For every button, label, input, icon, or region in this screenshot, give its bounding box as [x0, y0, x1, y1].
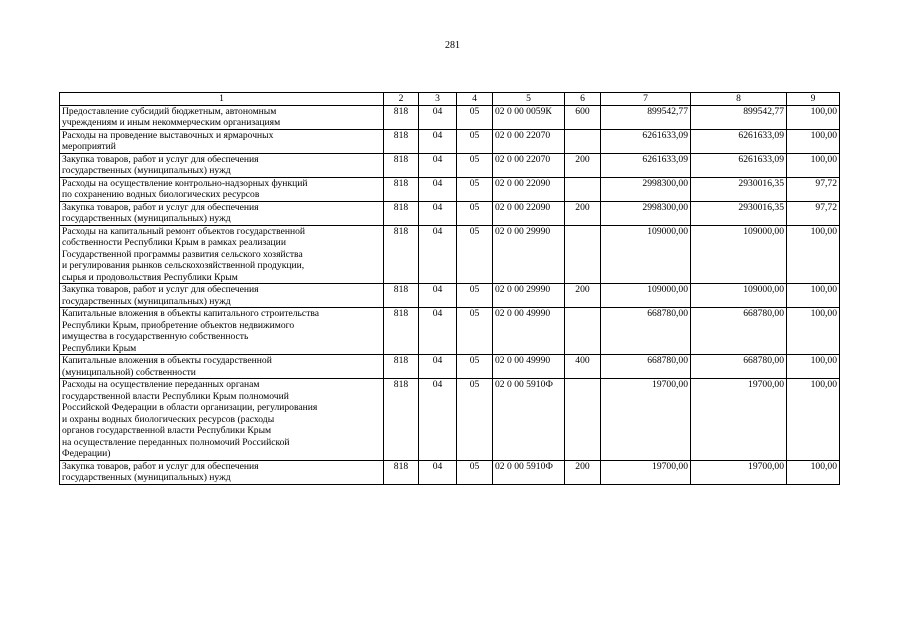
- cell-c6: [565, 308, 601, 355]
- description-line: по сохранению водных биологических ресурсов: [62, 189, 260, 200]
- cell-c6: 400: [565, 355, 601, 379]
- cell-c7: 899542,77: [601, 105, 691, 129]
- row-description: [60, 225, 384, 284]
- cell-c7: 6261633,09: [601, 129, 691, 153]
- cell-c3: 04: [419, 225, 457, 284]
- cell-c8: 668780,00: [691, 308, 787, 355]
- cell-c9: 100,00: [787, 225, 840, 284]
- column-header-3: 3: [419, 93, 457, 106]
- cell-c4: 05: [457, 105, 493, 129]
- column-header-2: 2: [384, 93, 419, 106]
- cell-c8: 6261633,09: [691, 153, 787, 177]
- cell-c2: 818: [384, 129, 419, 153]
- description-line: учреждениям и иным некоммерческим организациям: [62, 117, 281, 128]
- description-line: Предоставление субсидий бюджетным, автономным: [62, 105, 277, 117]
- cell-c7: 668780,00: [601, 308, 691, 355]
- cell-c7: 19700,00: [601, 379, 691, 461]
- cell-c9: 100,00: [787, 460, 840, 484]
- table-row: [60, 284, 840, 308]
- cell-c2: 818: [384, 284, 419, 308]
- cell-c4: 05: [457, 355, 493, 379]
- cell-c9: 100,00: [787, 105, 840, 129]
- cell-c9: 100,00: [787, 379, 840, 461]
- cell-c4: 05: [457, 460, 493, 484]
- cell-c3: 04: [419, 153, 457, 177]
- cell-c5: 02 0 00 22090: [493, 177, 565, 201]
- cell-c4: 05: [457, 308, 493, 355]
- cell-c9: 97,72: [787, 201, 840, 225]
- cell-c6: 200: [565, 460, 601, 484]
- description-line: Республики Крым: [62, 342, 137, 354]
- table-row: [60, 225, 840, 284]
- cell-c3: 04: [419, 105, 457, 129]
- row-description: [60, 308, 384, 355]
- description-line: Закупка товаров, работ и услуг для обеспечения: [62, 153, 259, 165]
- cell-c9: 100,00: [787, 153, 840, 177]
- cell-c5: 02 0 00 29990: [493, 225, 565, 284]
- budget-table: [59, 92, 840, 485]
- cell-c4: 05: [457, 153, 493, 177]
- header-row: [60, 93, 840, 106]
- description-line: Российской Федерации в области организации, регулирования: [62, 402, 318, 413]
- table-row: [60, 460, 840, 484]
- row-description: [60, 105, 384, 129]
- row-description: [60, 177, 384, 201]
- cell-c6: 200: [565, 284, 601, 308]
- table-row: [60, 129, 840, 153]
- cell-c8: 109000,00: [691, 225, 787, 284]
- cell-c5: 02 0 00 5910Ф: [493, 379, 565, 461]
- cell-c6: 200: [565, 201, 601, 225]
- description-line: мероприятий: [62, 141, 116, 152]
- cell-c3: 04: [419, 284, 457, 308]
- cell-c4: 05: [457, 379, 493, 461]
- cell-c8: 19700,00: [691, 460, 787, 484]
- cell-c9: 100,00: [787, 129, 840, 153]
- cell-c9: 97,72: [787, 177, 840, 201]
- row-description: [60, 355, 384, 379]
- cell-c6: 200: [565, 153, 601, 177]
- cell-c7: 6261633,09: [601, 153, 691, 177]
- table-row: [60, 379, 840, 461]
- cell-c2: 818: [384, 153, 419, 177]
- table-row: [60, 201, 840, 225]
- description-line: Закупка товаров, работ и услуг для обеспечения: [62, 284, 259, 295]
- cell-c9: 100,00: [787, 284, 840, 308]
- cell-c9: 100,00: [787, 308, 840, 355]
- row-description: [60, 201, 384, 225]
- cell-c9: 100,00: [787, 355, 840, 379]
- cell-c5: 02 0 00 22070: [493, 153, 565, 177]
- cell-c4: 05: [457, 177, 493, 201]
- description-line: государственных (муниципальных) нужд: [62, 165, 231, 176]
- table-row: [60, 308, 840, 355]
- cell-c7: 668780,00: [601, 355, 691, 379]
- description-line: органов государственной власти Республики Крым: [62, 425, 272, 436]
- description-line: Капитальные вложения в объекты государственной: [62, 355, 272, 366]
- cell-c7: 2998300,00: [601, 177, 691, 201]
- cell-c2: 818: [384, 177, 419, 201]
- description-line: Капитальные вложения в объекты капитального строительства: [62, 308, 320, 319]
- column-header-9: 9: [787, 93, 840, 106]
- description-line: имущества в государственную собственность: [62, 331, 249, 342]
- description-line: собственности Республики Крым в рамках реализации: [62, 237, 286, 248]
- cell-c5: 02 0 00 5910Ф: [493, 460, 565, 484]
- cell-c7: 19700,00: [601, 460, 691, 484]
- cell-c4: 05: [457, 201, 493, 225]
- cell-c4: 05: [457, 284, 493, 308]
- column-header-4: 4: [457, 93, 493, 106]
- description-line: Закупка товаров, работ и услуг для обеспечения: [62, 460, 259, 472]
- description-line: Государственной программы развития сельского хозяйства: [62, 248, 303, 260]
- cell-c7: 109000,00: [601, 225, 691, 284]
- cell-c7: 2998300,00: [601, 201, 691, 225]
- column-header-1: 1: [60, 93, 384, 106]
- cell-c3: 04: [419, 308, 457, 355]
- cell-c3: 04: [419, 355, 457, 379]
- cell-c2: 818: [384, 355, 419, 379]
- description-line: государственных (муниципальных) нужд: [62, 295, 231, 307]
- table-row: [60, 105, 840, 129]
- cell-c2: 818: [384, 105, 419, 129]
- cell-c3: 04: [419, 177, 457, 201]
- cell-c5: 02 0 00 22090: [493, 201, 565, 225]
- cell-c6: [565, 177, 601, 201]
- table-row: [60, 153, 840, 177]
- cell-c3: 04: [419, 129, 457, 153]
- cell-c8: 2930016,35: [691, 177, 787, 201]
- table-body: [60, 105, 840, 484]
- cell-c5: 02 0 00 49990: [493, 308, 565, 355]
- cell-c5: 02 0 00 22070: [493, 129, 565, 153]
- cell-c8: 109000,00: [691, 284, 787, 308]
- cell-c7: 109000,00: [601, 284, 691, 308]
- cell-c5: 02 0 00 29990: [493, 284, 565, 308]
- cell-c2: 818: [384, 379, 419, 461]
- cell-c5: 02 0 00 49990: [493, 355, 565, 379]
- description-line: Расходы на осуществление контрольно-надзорных функций: [62, 177, 308, 189]
- description-line: и охраны водных биологических ресурсов (расходы: [62, 413, 275, 425]
- cell-c8: 19700,00: [691, 379, 787, 461]
- cell-c3: 04: [419, 201, 457, 225]
- description-line: сырья и продовольствия Республики Крым: [62, 271, 238, 283]
- cell-c6: 600: [565, 105, 601, 129]
- cell-c4: 05: [457, 129, 493, 153]
- table-row: [60, 355, 840, 379]
- cell-c2: 818: [384, 308, 419, 355]
- row-description: [60, 379, 384, 461]
- column-header-7: 7: [601, 93, 691, 106]
- row-description: [60, 129, 384, 153]
- description-line: государственной власти Республики Крым полномочий: [62, 390, 289, 402]
- cell-c2: 818: [384, 460, 419, 484]
- description-line: (муниципальной) собственности: [62, 366, 196, 378]
- row-description: [60, 153, 384, 177]
- cell-c6: [565, 129, 601, 153]
- cell-c8: 899542,77: [691, 105, 787, 129]
- description-line: Республики Крым, приобретение объектов недвижимого: [62, 319, 295, 331]
- table-row: [60, 177, 840, 201]
- description-line: Расходы на проведение выставочных и ярмарочных: [62, 129, 274, 141]
- cell-c3: 04: [419, 379, 457, 461]
- cell-c8: 668780,00: [691, 355, 787, 379]
- column-header-5: 5: [493, 93, 565, 106]
- cell-c8: 6261633,09: [691, 129, 787, 153]
- cell-c2: 818: [384, 201, 419, 225]
- description-line: государственных (муниципальных) нужд: [62, 472, 231, 483]
- description-line: Закупка товаров, работ и услуг для обеспечения: [62, 201, 259, 213]
- cell-c4: 05: [457, 225, 493, 284]
- description-line: государственных (муниципальных) нужд: [62, 213, 231, 224]
- column-header-6: 6: [565, 93, 601, 106]
- description-line: Расходы на капитальный ремонт объектов государственной: [62, 225, 306, 237]
- cell-c6: [565, 379, 601, 461]
- column-header-8: 8: [691, 93, 787, 106]
- page-number: 281: [445, 40, 460, 51]
- cell-c5: 02 0 00 0059К: [493, 105, 565, 129]
- description-line: и регулирования рынков сельскохозяйственной продукции,: [62, 260, 305, 271]
- row-description: [60, 460, 384, 484]
- cell-c8: 2930016,35: [691, 201, 787, 225]
- cell-c2: 818: [384, 225, 419, 284]
- description-line: Федерации): [62, 448, 111, 459]
- row-description: [60, 284, 384, 308]
- description-line: на осуществление переданных полномочий Российской: [62, 436, 290, 448]
- cell-c6: [565, 225, 601, 284]
- description-line: Расходы на осуществление переданных органам: [62, 379, 260, 390]
- cell-c3: 04: [419, 460, 457, 484]
